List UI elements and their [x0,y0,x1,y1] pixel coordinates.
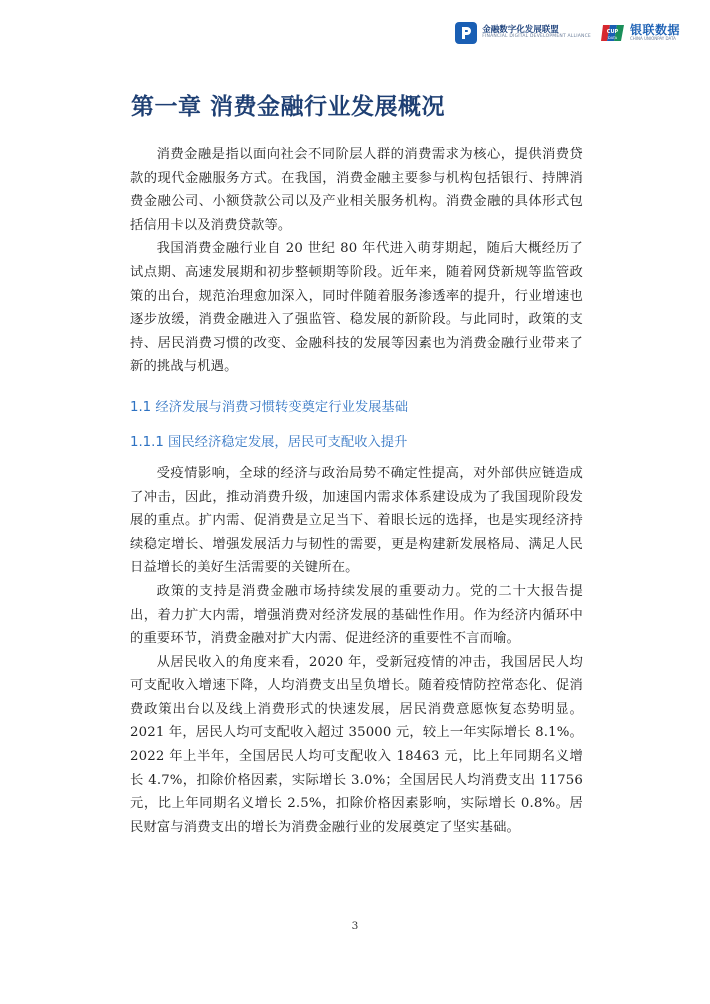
document-body [130,143,583,839]
header-logos [455,22,680,44]
alliance-logo [455,22,591,44]
section-heading-1-1-1: 1.1.1 国民经济稳定发展，居民可支配收入提升 [130,434,408,450]
paragraph: 受疫情影响，全球的经济与政治局势不确定性提高，对外部供应链造成了冲击，因此，推动消费升级，加速国内需求体系建设成为了我国现阶段发展的重点。扩内需、促消费是立足当下、着眼长远的选择，也是实现经济持续稳定增长、增强发展活力与韧性的需要，更是构建新发展格局、满足人民日益增长的美好生活需要的关键所在。 [130,465,583,576]
unionpay-data-logo [601,23,680,43]
alliance-logo-cn: 金融数字化发展联盟 [482,24,559,35]
svg-text:DATA: DATA [607,36,618,40]
chapter-title: 第一章 消费金融行业发展概况 [131,94,446,120]
svg-text:CUP: CUP [606,29,619,35]
paragraph: 政策的支持是消费金融市场持续发展的重要动力。党的二十大报告提出，着力扩大内需，增强消费对经济发展的基础性作用。作为经济内循环中的重要环节，消费金融对扩大内需、促进经济的重要性不言而喻。 [130,583,583,647]
cup-data-icon [601,23,625,43]
paragraph: 消费金融是指以面向社会不同阶层人群的消费需求为核心，提供消费贷款的现代金融服务方式。在我国，消费金融主要参与机构包括银行、持牌消费金融公司、小额贷款公司以及产业相关服务机构。消费金融的具体形式包括信用卡以及消费贷款等。 [130,147,583,233]
alliance-logo-icon [455,22,477,44]
unionpay-data-logo-cn: 银联数据 [629,23,680,38]
alliance-logo-en: FINANCIAL DIGITAL DEVELOPMENT ALLIANCE [482,34,591,40]
unionpay-data-logo-en: CHINA UNIONPAY DATA [629,36,676,42]
page-number: 3 [351,920,359,932]
section-heading-1-1: 1.1 经济发展与消费习惯转变奠定行业发展基础 [130,399,409,415]
paragraph: 从居民收入的角度来看，2020 年，受新冠疫情的冲击，我国居民人均可支配收入增速下降，人均消费支出呈负增长。随着疫情防控常态化、促消费政策出台以及线上消费形式的快速发展，居民消费意愿恢复态势明显。2021 年，居民人均可支配收入超过 35000 元，较上一年实际增长 8.1%。2022 年上半年，全国居民人均可支配收入 18463 元，比上年同期名义增长 4.7%，扣除价格因素，实际增长 3.0%；全国居民人均消费支出 11756 元，比上年同期名义增长 2.5%，扣除价格因素影响，实际增长 0.8%。居民财富与消费支出的增长为消费金融行业的发展奠定了坚实基础。 [130,654,583,835]
paragraph: 我国消费金融行业自 20 世纪 80 年代进入萌芽期起，随后大概经历了试点期、高速发展期和初步整顿期等阶段。近年来，随着网贷新规等监管政策的出台，规范治理愈加深入，同时伴随着服务渗透率的提升，行业增速也逐步放缓，消费金融进入了强监管、稳发展的新阶段。与此同时，政策的支持、居民消费习惯的改变、金融科技的发展等因素也为消费金融行业带来了新的挑战与机遇。 [130,241,583,375]
